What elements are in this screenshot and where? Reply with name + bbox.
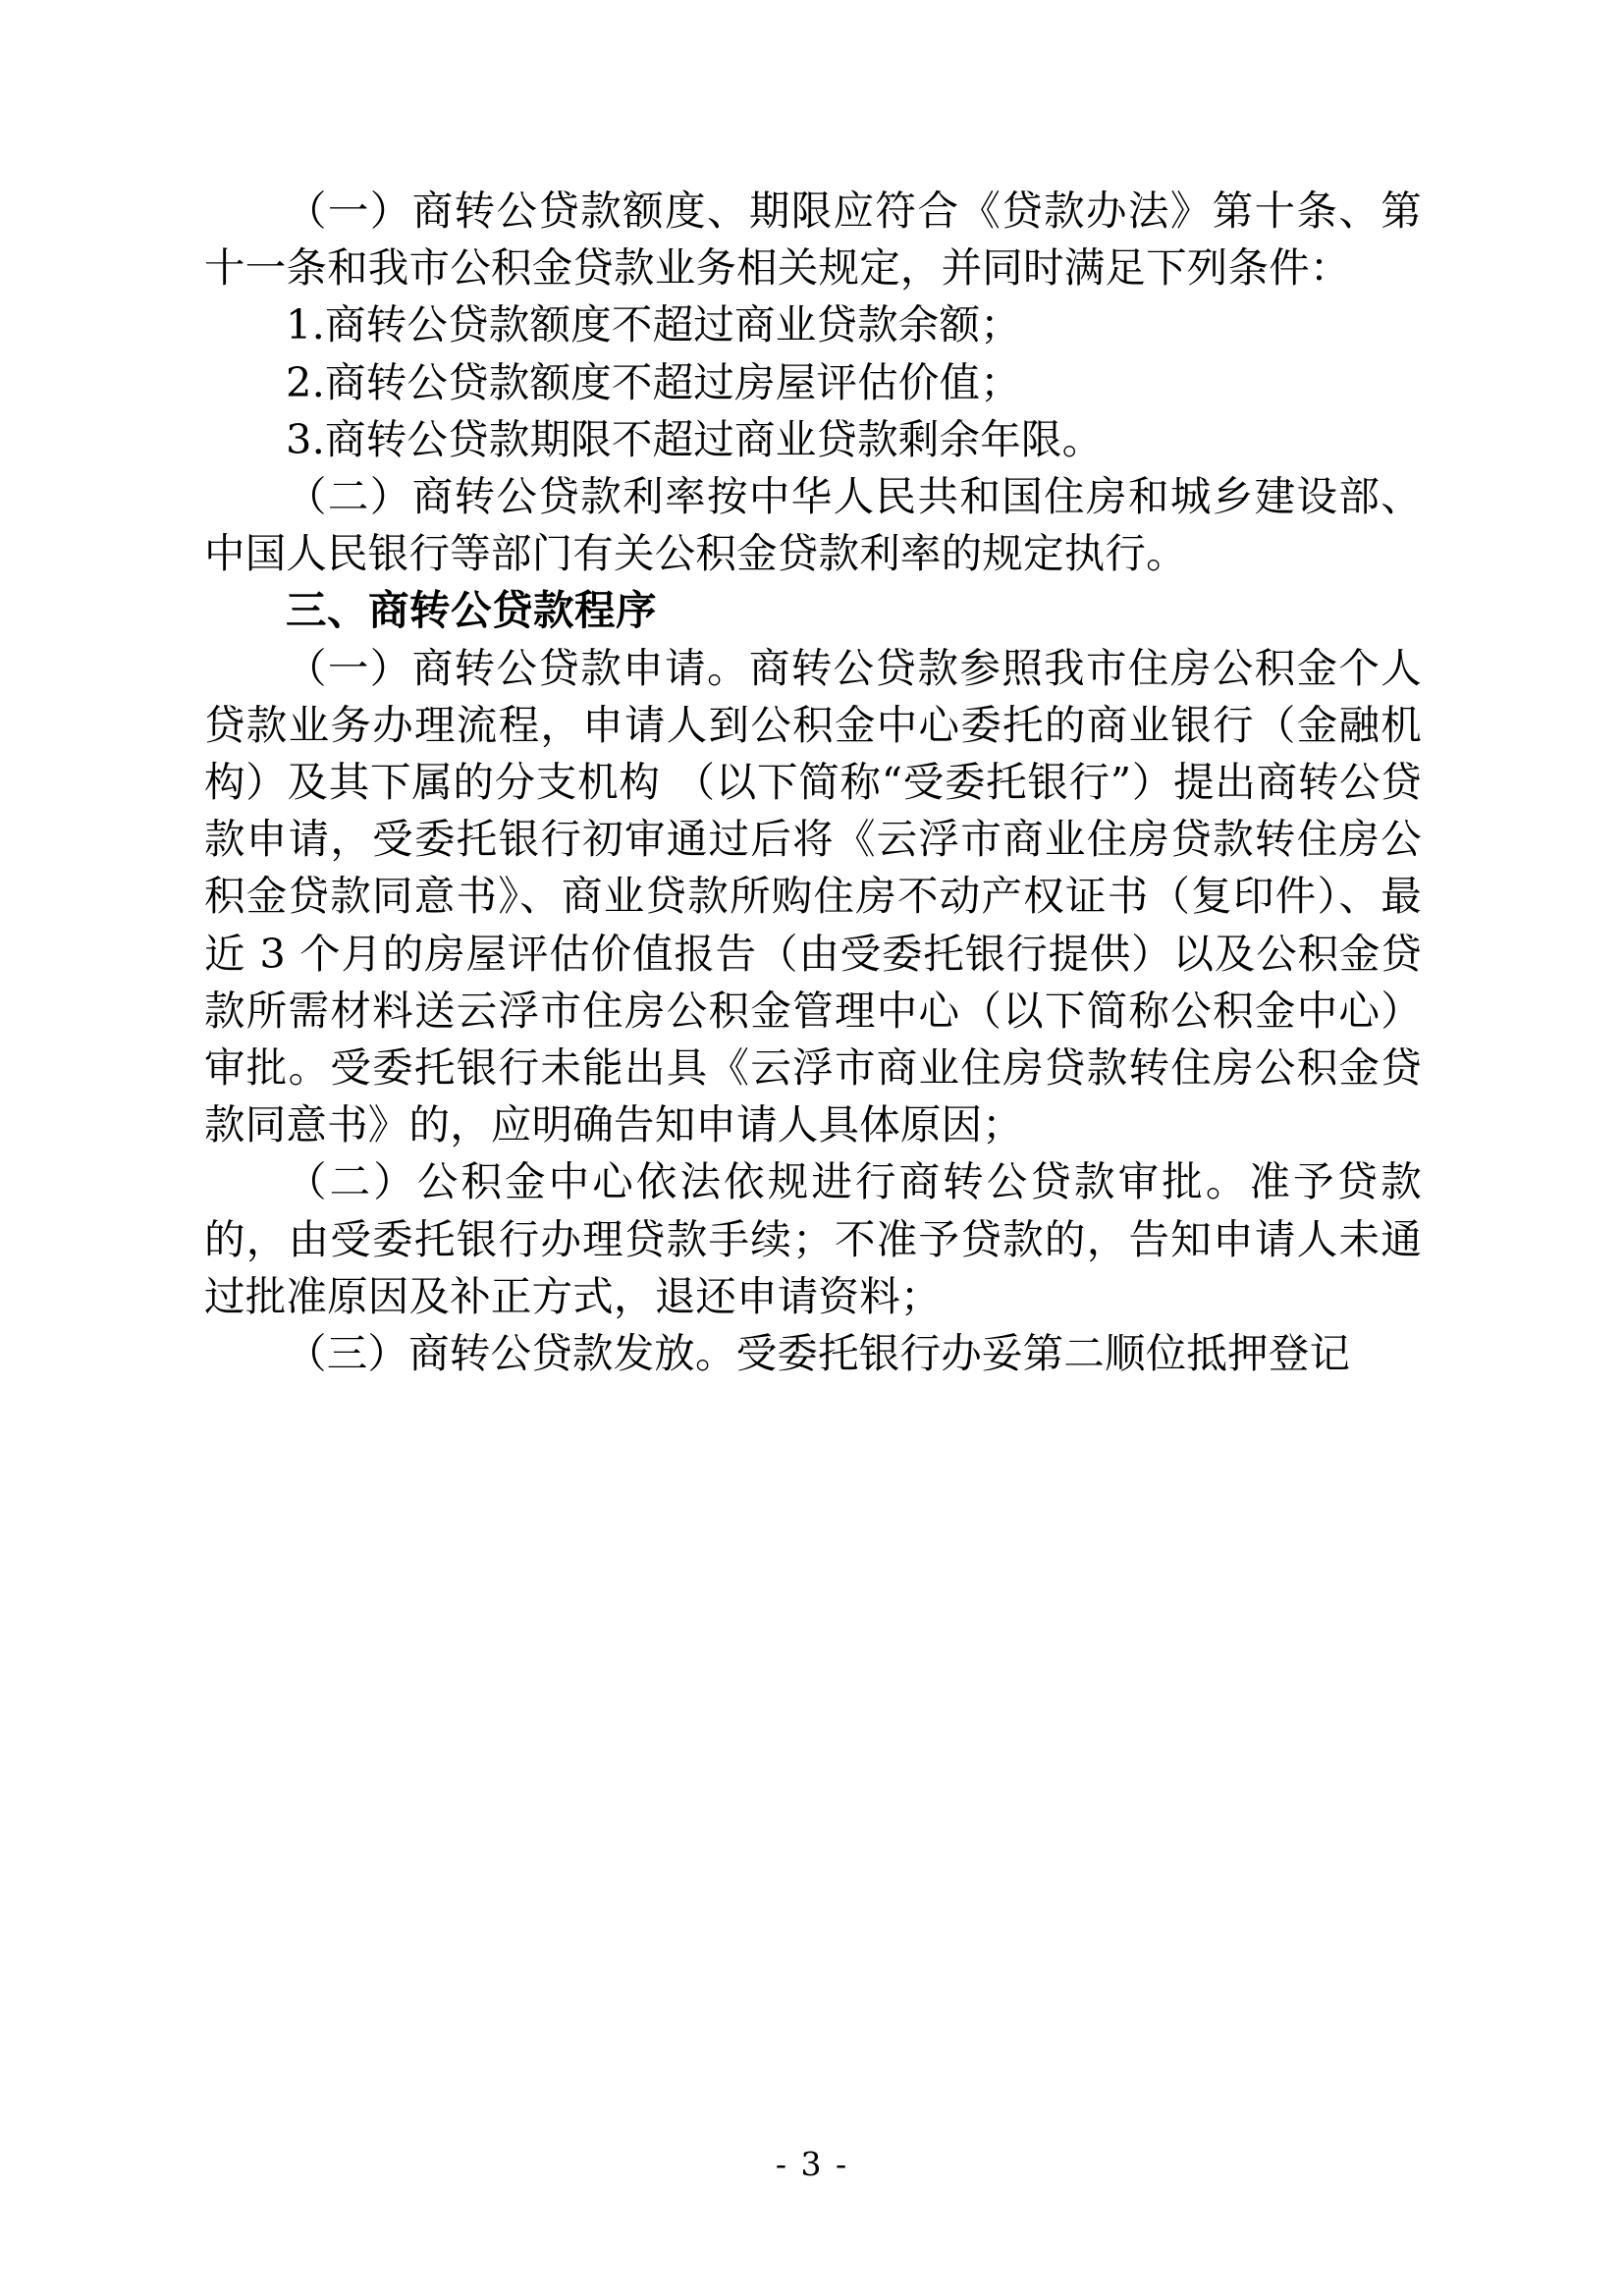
list-item-1: 1.商转公贷款额度不超过商业贷款余额； [286, 300, 1021, 349]
list-item-3: 3.商转公贷款期限不超过商业贷款剩余年限。 [286, 414, 1104, 463]
paragraph-section-3-item-3: （三）商转公贷款发放。受委托银行办妥第二顺位抵押登记 [286, 1329, 1351, 1378]
paragraph-section-3-item-2: （二）公积金中心依法依规进行商转公贷款审批。准予贷款的，由受委托银行办理贷款手续；不准予贷款的，告知申请人未通过批准原因及补正方式，退还申请资料； [204, 1157, 1422, 1320]
list-item-2: 2.商转公贷款额度不超过房屋评估价值； [286, 357, 1021, 406]
paragraph-section-3-item-1: （一）商转公贷款申请。商转公贷款参照我市住房公积金个人贷款业务办理流程，申请人到公积金中心委托的商业银行（金融机构）及其下属的分支机构 （以下简称“受委托银行”）提出商转公贷款申请，受委托银行初审通过后将《云浮市商业住房贷款转住房公积金贷款同意书》、商业贷款所购住房不动产权证书（复印件）、最近 3 个月的房屋评估价值报告（由受委托银行提供）以及公积金贷款所需材料送云浮市住房公积金管理中心（以下简称公积金中心）审批。受委托银行未能出具《云浮市商业住房贷款转住房公积金贷款同意书》的，应明确告知申请人具体原因； [204, 643, 1422, 1149]
section-heading-3: 三、商转公贷款程序 [286, 586, 658, 635]
paragraph-section-2-item-2: （二）商转公贷款利率按中华人民共和国住房和城乡建设部、中国人民银行等部门有关公积金贷款利率的规定执行。 [204, 472, 1422, 578]
page-body [204, 183, 1422, 1382]
paragraph-section-2-item-1: （一）商转公贷款额度、期限应符合《贷款办法》第十条、第十一条和我市公积金贷款业务相关规定，并同时满足下列条件： [204, 187, 1422, 293]
page-number: - 3 - [775, 2145, 849, 2183]
